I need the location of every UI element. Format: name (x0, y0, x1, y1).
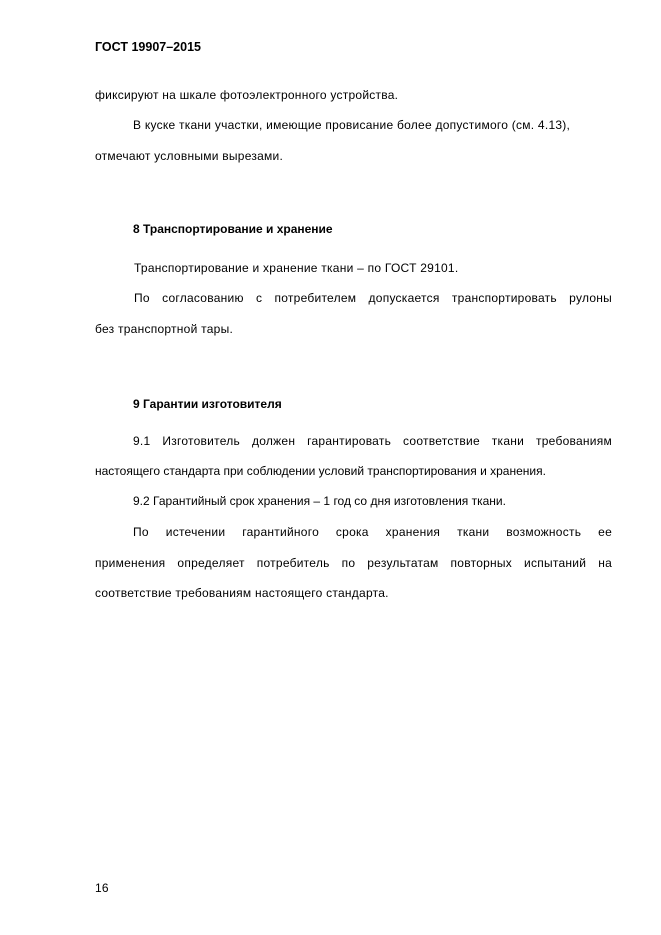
section-heading: 9 Гарантии изготовителя (133, 397, 282, 411)
paragraph-line: По согласованию с потребителем допускается транспортировать рулоны (134, 291, 612, 305)
paragraph-line: настоящего стандарта при соблюдении условий транспортирования и хранения. (95, 464, 546, 478)
paragraph-line: без транспортной тары. (95, 322, 234, 336)
section-heading: 8 Транспортирование и хранение (133, 222, 333, 236)
paragraph-line: 9.2 Гарантийный срок хранения – 1 год со дня изготовления ткани. (133, 494, 506, 508)
paragraph-line: 9.1 Изготовитель должен гарантировать соответствие ткани требованиям (133, 434, 612, 448)
page-number: 16 (95, 881, 109, 895)
paragraph-line: В куске ткани участки, имеющие провисание более допустимого (см. 4.13), (133, 118, 571, 132)
paragraph-line: По истечении гарантийного срока хранения ткани возможность ее (133, 525, 612, 539)
paragraph-line: соответствие требованиям настоящего стандарта. (95, 586, 389, 600)
document-header: ГОСТ 19907–2015 (95, 40, 201, 54)
paragraph-line: Транспортирование и хранение ткани – по ГОСТ 29101. (134, 261, 459, 275)
paragraph-line: фиксируют на шкале фотоэлектронного устройства. (95, 88, 399, 102)
paragraph-line: применения определяет потребитель по результатам повторных испытаний на (95, 556, 612, 570)
paragraph-line: отмечают условными вырезами. (95, 149, 284, 163)
